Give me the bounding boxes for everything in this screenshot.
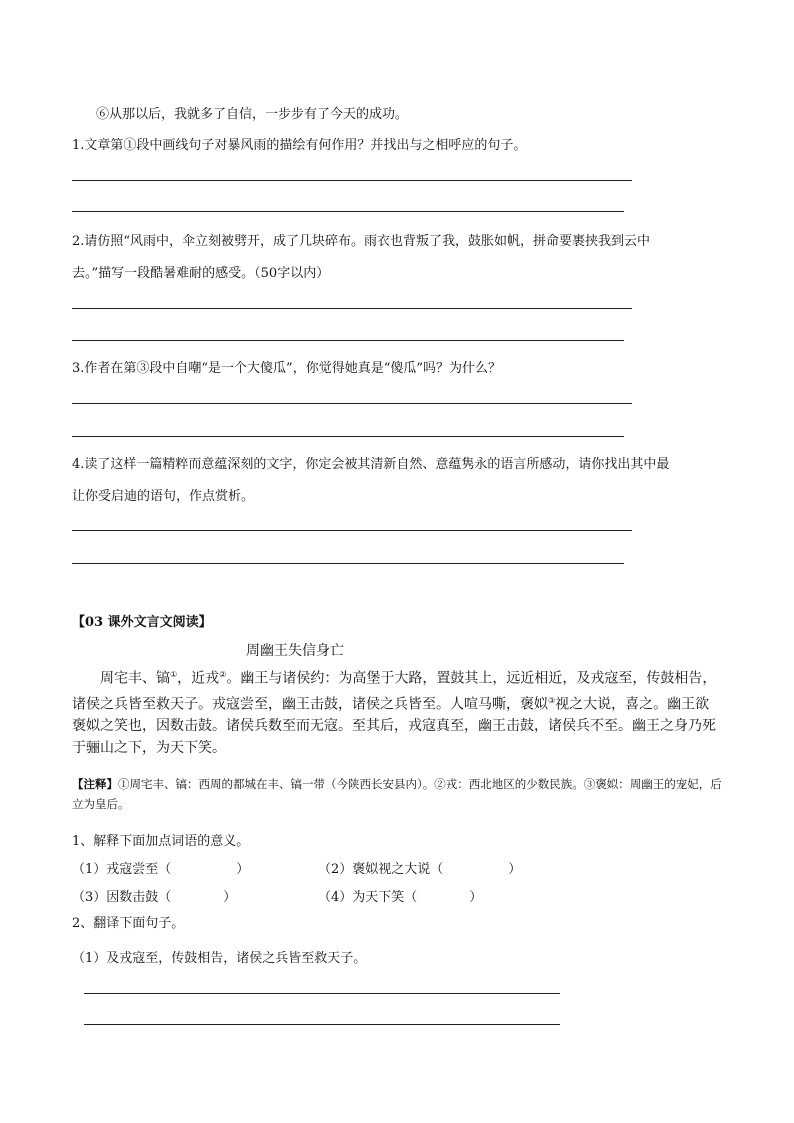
vocab-item-1: （1）戎寇尝至（ ） <box>72 862 250 877</box>
question-4-line-1: 4.读了这样一篇精粹而意蕴深刻的文字，你定会被其清新自然、意蕴隽永的语言所感动，请你找出其中最 <box>72 457 670 472</box>
answer-line[interactable] <box>72 211 624 212</box>
answer-line[interactable] <box>72 340 624 341</box>
answer-line[interactable] <box>72 403 632 404</box>
question-2-line-2: 去。”描写一段酷暑难耐的感受。（50字以内） <box>72 266 330 281</box>
question-2-line-1: 2.请仿照“风雨中，伞立刻被劈开，成了几块碎布。雨衣也背叛了我，鼓胀如帆，拼命要裹挟我到云中 <box>72 234 651 249</box>
answer-line[interactable] <box>72 436 624 437</box>
vocab-item-2: （2）褒姒视之大说（ ） <box>318 862 522 877</box>
answer-line[interactable] <box>72 180 632 181</box>
passage-body: 周宅丰、镐①，近戎②。幽王与诸侯约：为高堡于大路，置鼓其上，远近相近，及戎寇至，传鼓相告，诸侯之兵皆至救天子。戎寇尝至，幽王击鼓，诸侯之兵皆至。人喧马嘶，褒姒③视之大说，喜之。幽王欲褒姒之笑也，因数击鼓。诸侯兵数至而无寇。至其后，戎寇真至，幽王击鼓，诸侯兵不至。幽王之身乃死于骊山之下，为天下笑。 <box>72 670 717 757</box>
classical-question-1: 1、解释下面加点词语的意义。 <box>72 834 250 849</box>
question-4-line-2: 让你受启迪的语句，作点赏析。 <box>72 489 255 504</box>
answer-line[interactable] <box>72 530 632 531</box>
classical-question-2: 2、翻译下面句子。 <box>72 916 185 931</box>
answer-line[interactable] <box>84 1024 560 1025</box>
vocab-item-4: （4）为天下笑（ ） <box>318 890 483 905</box>
translation-item-1: （1）及戎寇至，传鼓相告，诸侯之兵皆至救天子。 <box>72 951 367 966</box>
passage-title: 周幽王失信身亡 <box>246 643 344 659</box>
question-1: 1.文章第①段中画线句子对暴风雨的描绘有何作用？并找出与之相呼应的句子。 <box>72 138 527 153</box>
paragraph-6: ⑥从那以后，我就多了自信，一步步有了今天的成功。 <box>96 107 409 122</box>
answer-line[interactable] <box>84 993 560 994</box>
vocab-item-3: （3）因数击鼓（ ） <box>72 890 237 905</box>
answer-line[interactable] <box>72 308 632 309</box>
annotation: 【注释】①周宅丰、镐：西周的都城在丰、镐一带（今陕西长安县内）。②戎：西北地区的少数民族。③褒姒：周幽王的宠妃，后立为皇后。 <box>72 777 722 811</box>
answer-line[interactable] <box>72 563 624 564</box>
question-3: 3.作者在第③段中自嘲“是一个大傻瓜”，你觉得她真是“傻瓜”吗？为什么？ <box>72 361 501 376</box>
section-header: 【03 课外文言文阅读】 <box>72 615 212 630</box>
